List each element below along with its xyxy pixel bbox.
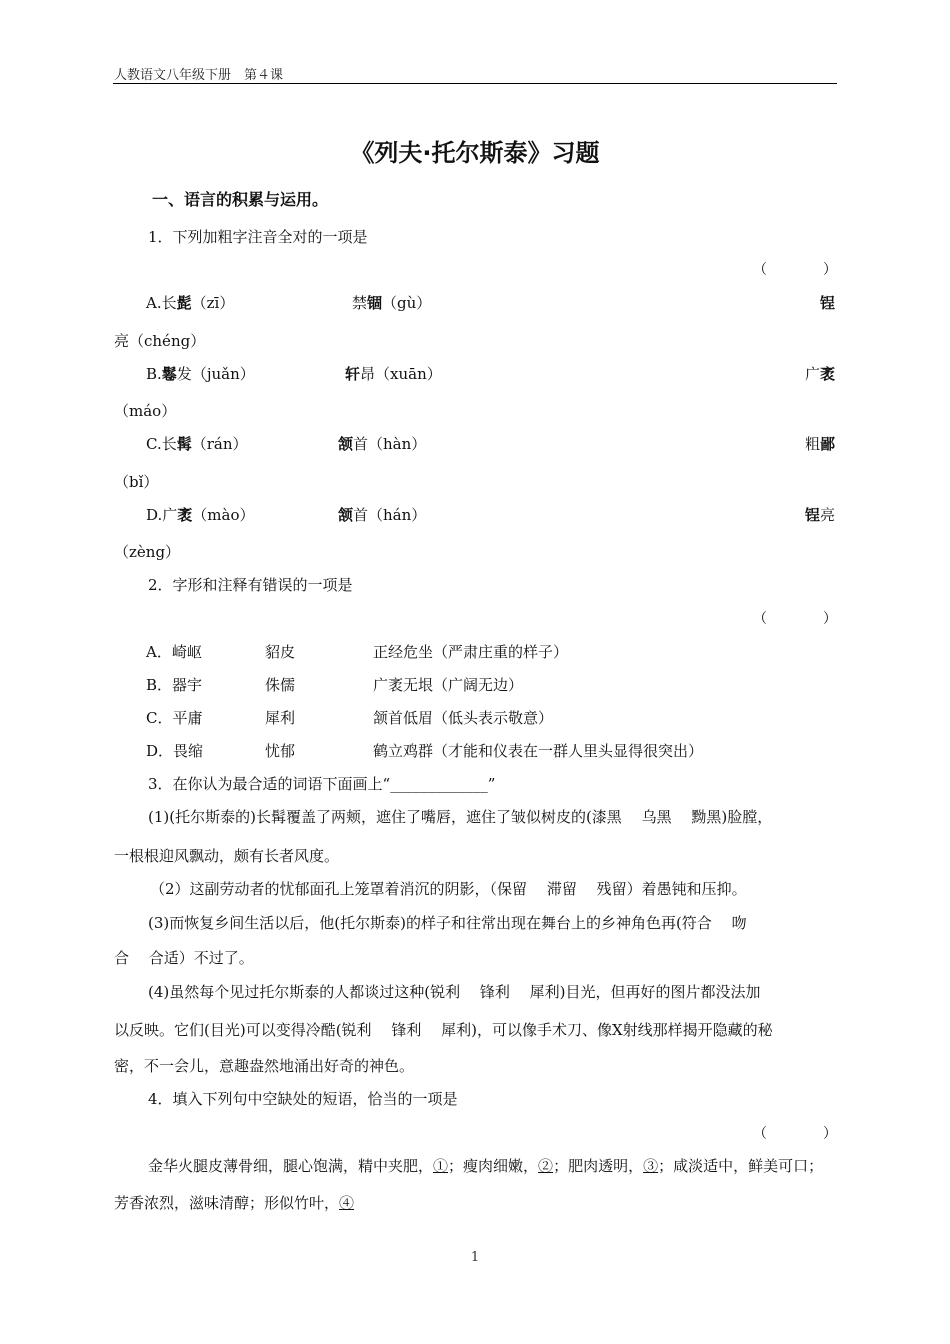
section-heading: 一、语言的积累与运用。 [152,190,329,209]
q4-answer-paren: （ ） [753,1126,837,1142]
q1-option-d-word3: 锃亮 [805,506,836,524]
q1-option-d: D.广袤（mào） [146,506,255,524]
q3-item1-line2: 一根根迎风飘动，颇有长者风度。 [114,847,340,865]
page-title: 《列夫·托尔斯泰》习题 [350,139,600,167]
q1-option-a-wrap: 亮（chéng） [114,332,206,350]
q2-option-a-word2: 貂皮 [265,643,296,661]
q2-option-d-label: D．畏缩 [146,742,204,760]
q3-item3-line1: (3)而恢复乡间生活以后，他(托尔斯泰)的样子和往常出现在舞台上的乡神角色再(符合 吻 [148,914,747,932]
q1-option-a-word3: 锃 [820,294,836,312]
q1-answer-paren: （ ） [753,262,837,278]
q3-item1-line1: (1)(托尔斯泰的)长髯覆盖了两颊，遮住了嘴唇，遮住了皱似树皮的(漆黑 乌黑 黝黑)脸膛， [148,808,773,826]
blank-marker-2: ② [538,1157,554,1175]
blank-marker-4: ④ [339,1194,355,1212]
q2-option-b-word3: 广袤无垠（广阔无边） [373,676,524,694]
q4-stem: 4．填入下列句中空缺处的短语，恰当的一项是 [148,1090,458,1108]
q2-answer-paren: （ ） [753,611,837,627]
q3-item3-line2: 合 合适）不过了。 [114,949,254,967]
q1-option-b-wrap: （máo） [114,402,177,420]
q2-option-b-word2: 侏儒 [265,676,296,694]
q2-option-c-word3: 颔首低眉（低头表示敬意） [373,709,554,727]
q4-passage-line2: 芳香浓烈，滋味清醇；形似竹叶，④ [114,1194,355,1212]
q1-option-d-wrap: （zèng） [114,543,181,561]
q1-option-c-wrap: （bǐ） [114,473,159,491]
q2-option-a-label: A．崎岖 [146,643,202,661]
q3-item2: （2）这副劳动者的忧郁面孔上笼罩着消沉的阴影，（保留 滞留 残留）着愚钝和压抑。 [150,880,747,898]
q1-option-d-word2: 颔首（hán） [338,506,427,524]
q2-option-c-word2: 犀利 [265,709,296,727]
q2-option-d-word3: 鹤立鸡群（才能和仪表在一群人里头显得很突出） [373,742,704,760]
q2-stem: 2．字形和注释有错误的一项是 [148,576,353,594]
q1-option-c-word2: 颔首（hàn） [338,435,427,453]
q2-option-c-label: C．平庸 [146,709,203,727]
q1-option-b-word3: 广袤 [805,365,836,383]
header-rule [113,83,837,84]
q4-passage-line1: 金华火腿皮薄骨细，腿心饱满，精中夹肥，①；瘦肉细嫩，②；肥肉透明，③；咸淡适中，鲜美可口； [148,1157,824,1175]
q2-option-b-label: B．器宇 [146,676,203,694]
q3-item4-line1: (4)虽然每个见过托尔斯泰的人都谈过这种(锐利 锋利 犀利)目光，但再好的图片都没法加 [148,983,761,1001]
q1-option-a-word2: 禁锢（gù） [352,294,432,312]
q3-item4-line2: 以反映。它们(目光)可以变得冷酷(锐利 锋利 犀利)，可以像手术刀、像X射线那样揭开隐藏的秘 [114,1021,773,1039]
running-header: 人教语文八年级下册 第４课 [114,68,284,83]
blank-marker-3: ③ [643,1157,659,1175]
q1-option-b-word2: 轩昂（xuān） [345,365,442,383]
q1-option-c: C.长髯（rán） [146,435,248,453]
q2-option-a-word3: 正经危坐（严肃庄重的样子） [373,643,569,661]
blank-marker-1: ① [433,1157,449,1175]
q1-option-c-word3: 粗鄙 [805,435,836,453]
q1-stem: 1．下列加粗字注音全对的一项是 [148,228,368,246]
q1-option-b: B.鬈发（juǎn） [146,365,255,383]
q3-stem: 3．在你认为最合适的词语下面画上“_____________” [148,775,496,793]
q3-item4-line3: 密，不一会儿，意趣盎然地涌出好奇的神色。 [114,1057,415,1075]
page-number: 1 [470,1250,480,1265]
q2-option-d-word2: 忧郁 [265,742,296,760]
q1-option-a: A.长髭（zī） [146,294,235,312]
